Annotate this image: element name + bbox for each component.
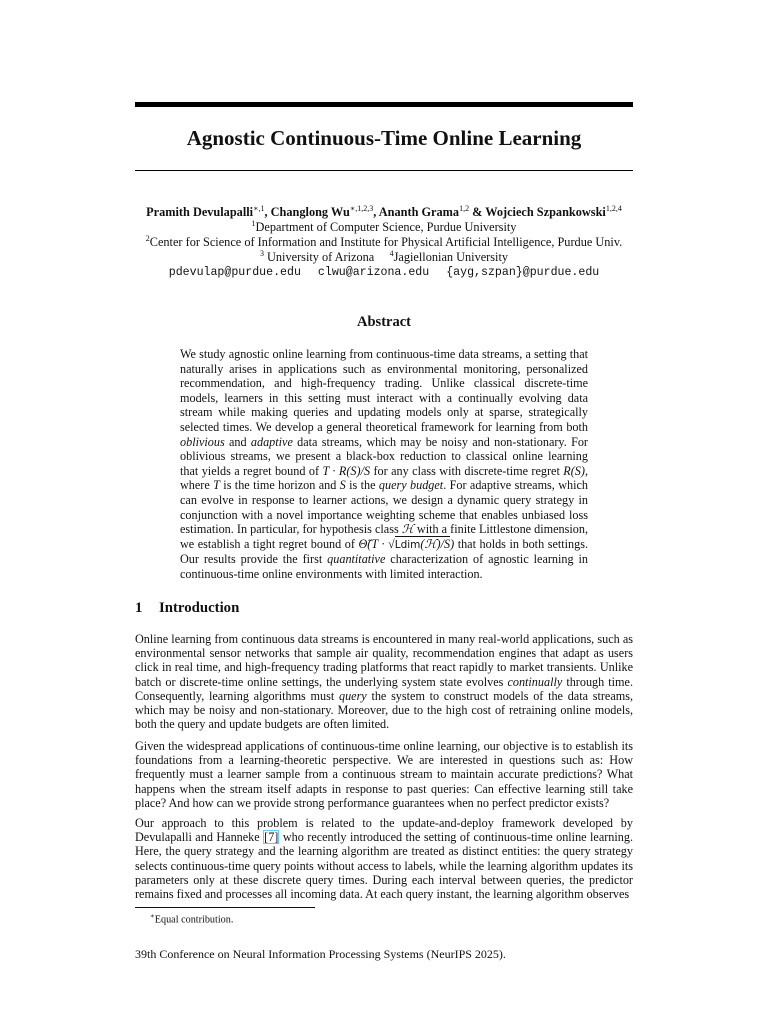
author-name: Ananth Grama: [378, 205, 460, 219]
author-affiliation-marks: ∗,1: [253, 203, 265, 213]
section-heading-introduction: 1 Introduction: [135, 600, 240, 616]
affiliation-2: $^2$Center for Science of Information and Institute for Physical Artificial Intelligence, Purdue Univ.: [145, 233, 623, 249]
abstract-text: We study agnostic online learning from continuous-time data streams, a setting that naturally arises in applications such as environmental monitoring, personalized recommendation, and high-frequency trading. Unlike classical discrete-time models, learners in this setting must interact with a continually evolving data stream while making queries and updating models only at sparse, strategically selected times. We develop a general theoretical framework for learning from both oblivious and adaptive data streams, which may be noisy and non-stationary. For oblivious streams, we present a black-box reduction to classical online learning that yields a regret bound of T · R(S)/S for any class with discrete-time regret R(S), where T is the time horizon and S is the query budget. For adaptive streams, which can evolve in response to learner actions, we design a dynamic query strategy in conjunction with a novel importance weighting scheme that enables unbiased loss estimation. In particular, for hypothesis class ℋ with a finite Littlestone dimension, we establish a tight regret bound of Θ̃(T · √Ldim(ℋ)/S) that holds in both settings. Our results provide the first quantitative characterization of agnostic learning in continuous-time online environments with limited interaction.: [180, 347, 589, 581]
intro-paragraph-3: Our approach to this problem is related to the update-and-deploy framework developed by Devulapalli and Hanneke [7] who recently introduced the setting of continuous-time online learning. Here, the query strategy and the learning algorithm are treated as distinct entities: the query strategy selects continuous-time query points without access to labels, while the learning algorithm updates its parameters only at these discrete query times. During each interval between queries, the predictor remains fixed and processes all incoming data. At each query instant, the learning algorithm observes: [135, 816, 634, 902]
author-affiliation-marks: 1,2: [459, 203, 470, 213]
footnote-rule: [135, 907, 315, 908]
title-rule-bottom: [135, 170, 633, 171]
abstract-heading: Abstract: [357, 314, 411, 330]
author-line: [120, 205, 648, 220]
author-name: Changlong Wu: [270, 205, 350, 219]
intro-paragraph-2: Given the widespread applications of continuous-time online learning, our objective is to establish its foundations from a learning-theoretic perspective. We are interested in questions such as: How frequently must a learner sample from a continuous stream to maintain accurate predictions? What happens when the stream itself adapts in response to past queries: Can effective learning still take place? And how can we provide strong performance guarantees when no perfect predictor exists?: [135, 739, 633, 810]
author-affiliation-marks: ∗,1,2,3: [349, 203, 374, 213]
paper-title: Agnostic Continuous-Time Online Learning: [186, 126, 582, 150]
author-block: [120, 205, 648, 280]
author-separator: ,: [373, 205, 379, 219]
email-2[interactable]: clwu@arizona.edu: [317, 266, 430, 279]
author-separator: ,: [264, 205, 271, 219]
author-separator: &: [469, 205, 486, 219]
title-rule-top: [135, 102, 633, 107]
affiliation-3-4: $^3$ University of Arizona $^4$Jagiellonian University: [259, 248, 509, 264]
intro-paragraph-1: Online learning from continuous data streams is encountered in many real-world applications, such as environmental sensor networks that sample air quality, recommendation engines that adapt as users click in real time, and high-frequency trading platforms that react rapidly to market transients. Unlike batch or discrete-time online settings, the underlying system state evolves continually through time. Consequently, learning algorithms must query the system to construct models of the data streams, which may be noisy and non-stationary. Moreover, due to the high cost of retraining online models, both the query and update budgets are often limited.: [135, 632, 633, 732]
email-1[interactable]: pdevulap@purdue.edu: [168, 266, 301, 279]
affiliation-1: $^1$Department of Computer Science, Purdue University: [251, 218, 517, 234]
author-affiliation-marks: 1,2,4: [605, 203, 622, 213]
math-regret-bound: T · R(S)/S: [322, 463, 371, 478]
email-3[interactable]: {ayg,szpan}@purdue.edu: [446, 266, 600, 279]
author-emails: [120, 265, 648, 280]
math-tight-bound: Θ̃(T · √Ldim(ℋ)/S): [358, 536, 455, 551]
author-name: Wojciech Szpankowski: [485, 205, 606, 219]
author-name: Pramith Devulapalli: [146, 205, 254, 219]
venue-note: 39th Conference on Neural Information Processing Systems (NeurIPS 2025).: [135, 947, 506, 961]
footnote: ∗Equal contribution.: [150, 912, 234, 926]
citation-link[interactable]: [7]: [264, 830, 279, 845]
